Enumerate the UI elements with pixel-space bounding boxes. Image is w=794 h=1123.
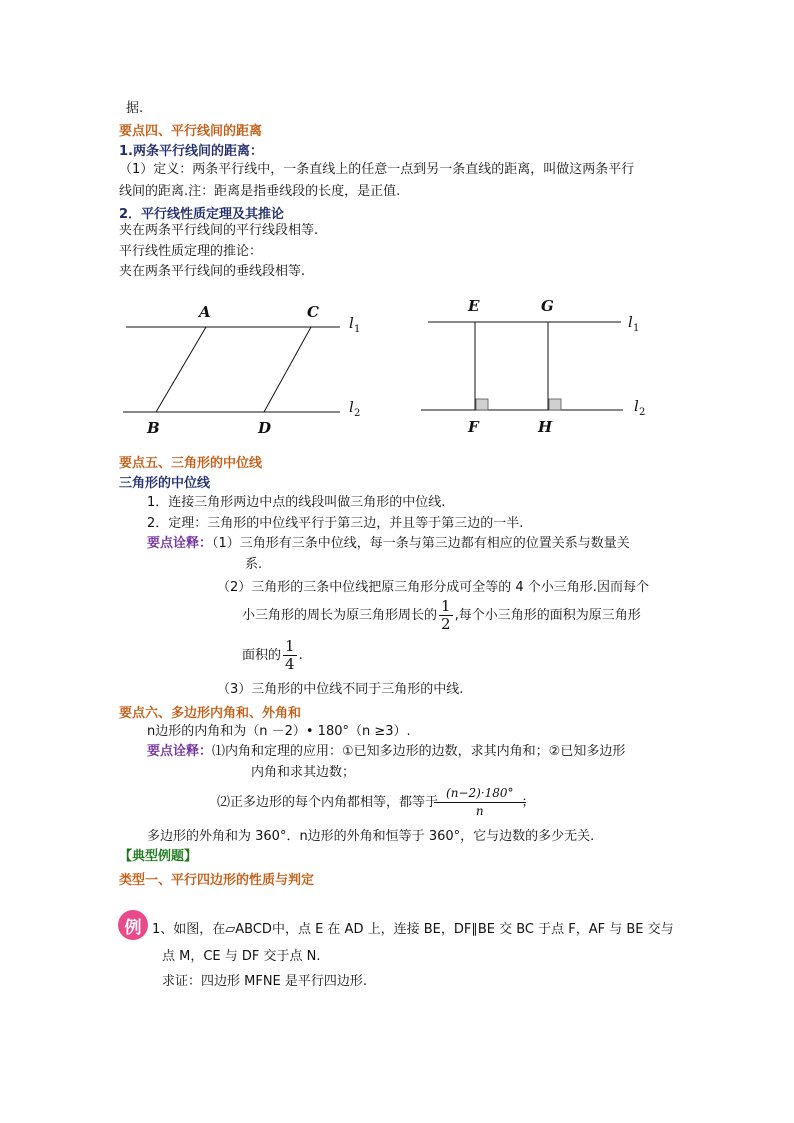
typical-examples-heading: 【典型例题】: [119, 849, 198, 864]
fraction-quarter-den: 4: [285, 655, 295, 673]
label-a: A: [199, 303, 211, 321]
label-l1-sub: 1: [354, 324, 361, 335]
type-1-heading: 类型一、平行四边形的性质与判定: [119, 873, 315, 888]
note-2a: （2）三角形的三条中位线把原三角形分成可全等的 4 个小三角形.因而每个: [217, 580, 649, 595]
example-line-1: 1、如图，在▱ABCD中，点 E 在 AD 上，连接 BE，DF∥BE 交 BC 于点 F，AF 与 BE 交与: [152, 922, 674, 937]
fraction-interior-angle: [440, 785, 520, 820]
poly-note-2-pre: ⑵正多边形的每个内角都相等，都等于: [217, 794, 439, 810]
poly-note-2-post: ；: [521, 794, 535, 810]
label-h: H: [538, 418, 553, 436]
text-fragment: 据.: [126, 101, 144, 116]
poly-note-1a: ⑴内角和定理的应用：①已知多边形的边数，求其内角和；②已知多边形: [212, 744, 626, 759]
fraction-half: [439, 598, 453, 633]
fraction-quarter: [283, 638, 297, 673]
note-label-2: 要点诠释：: [147, 744, 213, 759]
note-3: （3）三角形的中位线不同于三角形的中线.: [217, 682, 464, 697]
label-l2-sub: 2: [639, 407, 646, 418]
note-2b-row: [242, 598, 641, 633]
note-2b-pre: 小三角形的周长为原三角形周长的: [242, 607, 438, 623]
note-2c-pre: 面积的: [242, 647, 282, 663]
label-l2: l: [634, 397, 639, 415]
label-d: D: [258, 419, 272, 437]
example-line-2: 点 M，CE 与 DF 交于点 N.: [162, 949, 321, 964]
subheading-distance: 1.两条平行线间的距离：: [119, 144, 263, 159]
section-heading-6: 要点六、多边形内角和、外角和: [119, 706, 302, 721]
fraction-quarter-num: 1: [285, 637, 295, 655]
example-line-3: 求证：四边形 MFNE 是平行四边形.: [162, 974, 368, 989]
label-e: E: [468, 297, 480, 315]
label-l2: l: [349, 398, 354, 416]
label-f: F: [468, 418, 479, 436]
note-1a: （1）三角形有三条中位线，每一条与第三边都有相应的位置关系与数量关: [212, 536, 630, 551]
right-angle-marker-f: [476, 399, 488, 410]
label-c: C: [307, 303, 319, 321]
theorem-line-1: 夹在两条平行线间的平行线段相等.: [119, 223, 319, 238]
section-heading-5: 要点五、三角形的中位线: [119, 456, 263, 471]
note-row-1: [147, 535, 630, 553]
fraction-interior-num: (n−2)·180°: [446, 786, 514, 800]
segment-cd: [264, 327, 311, 412]
section-heading-4: 要点四、平行线间的距离: [119, 124, 263, 139]
example-badge: 例: [118, 910, 148, 940]
figure-parallel-segments: [118, 295, 388, 440]
theorem-line-3: 夹在两条平行线间的垂线段相等.: [119, 264, 306, 279]
definition-line-1: （1）定义：两条平行线中，一条直线上的任意一点到另一条直线的距离，叫做这两条平行: [119, 162, 635, 177]
subheading-midline: 三角形的中位线: [119, 476, 211, 491]
label-g: G: [541, 297, 554, 315]
midline-def: 1．连接三角形两边中点的线段叫做三角形的中位线.: [147, 495, 446, 510]
note-2b-post: ,每个小三角形的面积为原三角形: [454, 607, 641, 623]
polygon-angle-sum: n边形的内角和为（n －2）• 180°（n ≥3）.: [147, 724, 411, 739]
label-l2-sub: 2: [354, 408, 361, 419]
fraction-half-num: 1: [441, 597, 451, 615]
label-l1-sub: 1: [633, 323, 640, 334]
figure-perpendicular-segments: [418, 292, 688, 440]
midline-theorem: 2．定理：三角形的中位线平行于第三边，并且等于第三边的一半.: [147, 516, 524, 531]
fraction-half-den: 2: [441, 615, 451, 633]
label-l1: l: [628, 313, 633, 331]
definition-line-2: 线间的距离.注：距离是指垂线段的长度，是正值.: [119, 184, 401, 199]
subheading-theorem: 2．平行线性质定理及其推论: [119, 207, 285, 222]
note-label: 要点诠释：: [147, 536, 213, 551]
fraction-interior-den: n: [434, 802, 526, 820]
segment-ab: [156, 327, 206, 412]
note-2c-post: .: [298, 647, 303, 663]
exterior-angle-sum: 多边形的外角和为 360°．n边形的外角和恒等于 360°，它与边数的多少无关.: [147, 829, 595, 844]
poly-note-2-row: [217, 785, 535, 820]
note-2c-row: [242, 638, 303, 673]
label-l1: l: [349, 314, 354, 332]
poly-note-1b: 内角和求其边数；: [251, 765, 356, 780]
note-row-poly: [147, 743, 625, 761]
note-1b: 系.: [245, 557, 263, 572]
right-angle-marker-h: [549, 399, 561, 410]
label-b: B: [147, 419, 160, 437]
theorem-line-2: 平行线性质定理的推论：: [119, 244, 263, 259]
